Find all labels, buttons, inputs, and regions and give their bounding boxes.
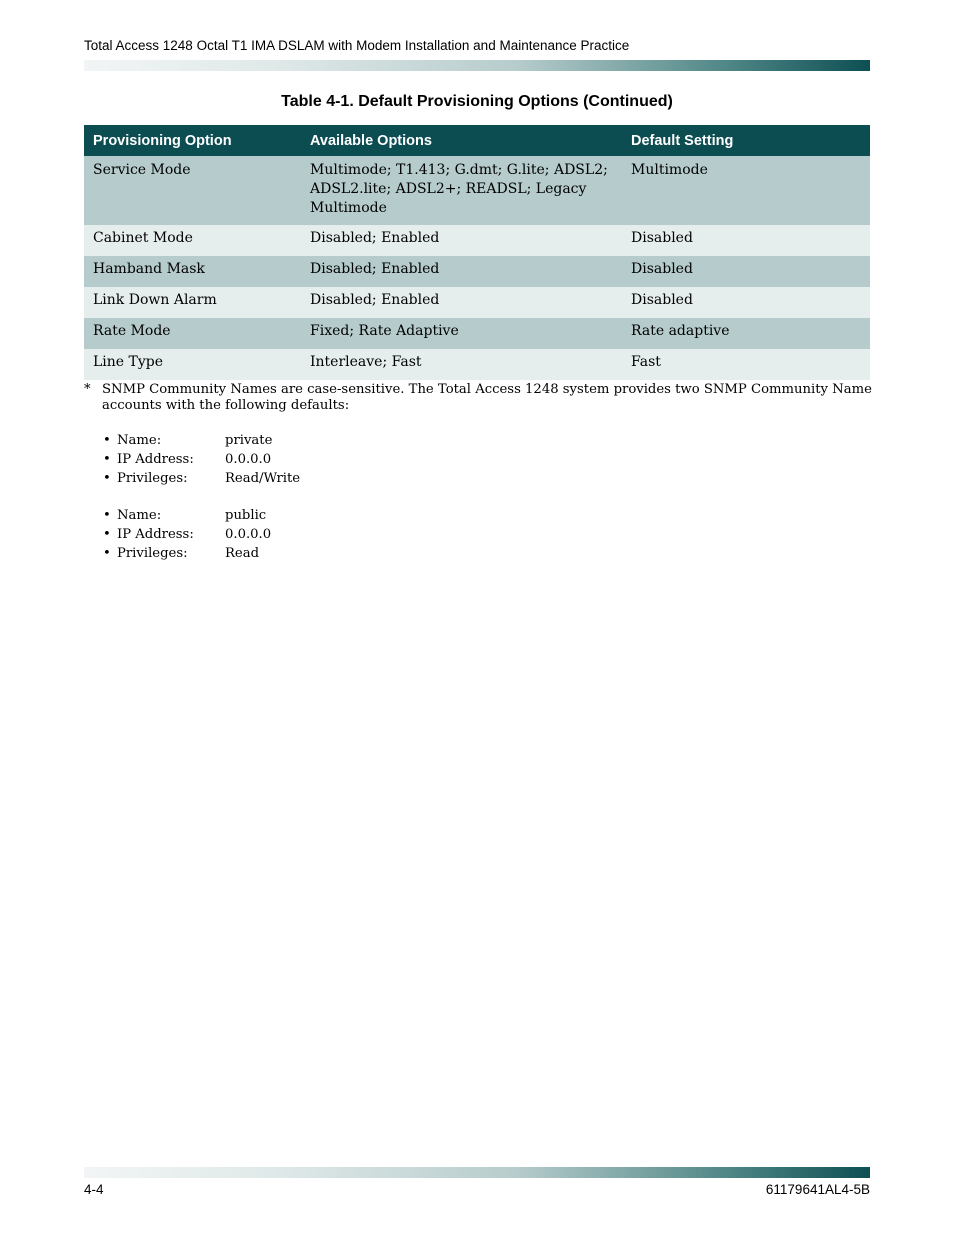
table-cell-option: Line Type	[84, 349, 301, 380]
list-item	[103, 506, 271, 525]
list-item-key: IP Address:	[117, 527, 194, 542]
bullet: •	[103, 452, 111, 467]
provisioning-table	[84, 125, 870, 380]
list-item-value: Read	[225, 546, 260, 561]
header-rule-bar	[84, 60, 870, 71]
list-item-key: Privileges:	[117, 546, 188, 561]
table-cell-option: Cabinet Mode	[84, 225, 301, 256]
table-cell-default: Fast	[622, 349, 870, 380]
footnote-marker: *	[84, 382, 91, 397]
list-item-value: private	[225, 433, 273, 448]
bullet: •	[103, 508, 111, 523]
list-item-key: Privileges:	[117, 471, 188, 486]
column-header-default-setting: Default Setting	[622, 125, 870, 156]
table-cell-available: Disabled; Enabled	[301, 256, 622, 287]
list-item	[103, 450, 300, 469]
list-item-value: Read/Write	[225, 471, 301, 486]
column-header-provisioning-option: Provisioning Option	[84, 125, 301, 156]
table-cell-option: Rate Mode	[84, 318, 301, 349]
running-header: Total Access 1248 Octal T1 IMA DSLAM with Modem Installation and Maintenance Practice	[84, 38, 630, 53]
list-item-value: public	[225, 508, 267, 523]
table-cell-available: Fixed; Rate Adaptive	[301, 318, 622, 349]
table-row	[84, 225, 870, 256]
table-cell-option: Hamband Mask	[84, 256, 301, 287]
table-row	[84, 256, 870, 287]
document-number: 61179641AL4-5B	[765, 1182, 870, 1197]
table-cell-available: Multimode; T1.413; G.dmt; G.lite; ADSL2; ADSL2.lite; ADSL2+; READSL; Legacy Multimode	[301, 156, 622, 225]
list-item-key: Name:	[117, 433, 162, 448]
table-row	[84, 318, 870, 349]
snmp-account-list-public	[103, 506, 271, 563]
table-cell-option: Service Mode	[84, 156, 301, 225]
column-header-available-options: Available Options	[301, 125, 622, 156]
table-cell-default: Disabled	[622, 225, 870, 256]
table-title: Table 4-1. Default Provisioning Options (Continued)	[281, 93, 673, 110]
snmp-account-list-private	[103, 431, 300, 488]
bullet: •	[103, 433, 111, 448]
bullet: •	[103, 546, 111, 561]
list-item	[103, 431, 300, 450]
list-item-key: IP Address:	[117, 452, 194, 467]
table-header-row	[84, 125, 870, 156]
table-cell-available: Interleave; Fast	[301, 349, 622, 380]
list-item-key: Name:	[117, 508, 162, 523]
footnote-text: SNMP Community Names are case-sensitive. The Total Access 1248 system provides two SNMP Community Name accounts with the following defaults:	[102, 382, 872, 413]
table-cell-option: Link Down Alarm	[84, 287, 301, 318]
bullet: •	[103, 527, 111, 542]
table-row	[84, 156, 870, 225]
list-item	[103, 525, 271, 544]
table-cell-default: Multimode	[622, 156, 870, 225]
list-item	[103, 544, 271, 563]
table-footnote	[84, 382, 874, 414]
table-cell-default: Disabled	[622, 287, 870, 318]
footer-rule-bar	[84, 1167, 870, 1178]
table-cell-default: Disabled	[622, 256, 870, 287]
table-cell-available: Disabled; Enabled	[301, 225, 622, 256]
list-item	[103, 469, 300, 488]
table-row	[84, 349, 870, 380]
page-number: 4-4	[84, 1182, 104, 1197]
table-row	[84, 287, 870, 318]
list-item-value: 0.0.0.0	[225, 527, 272, 542]
table-cell-available: Disabled; Enabled	[301, 287, 622, 318]
bullet: •	[103, 471, 111, 486]
list-item-value: 0.0.0.0	[225, 452, 272, 467]
table-cell-default: Rate adaptive	[622, 318, 870, 349]
